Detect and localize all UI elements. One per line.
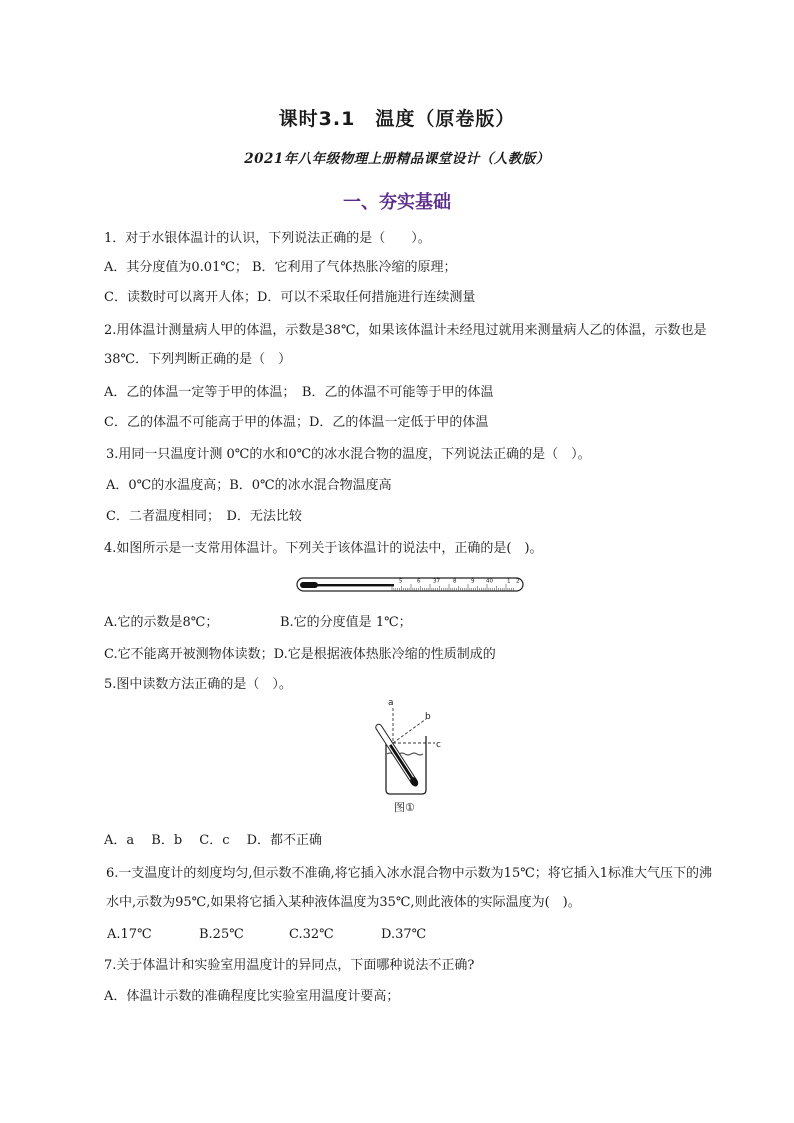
beaker-reading-figure <box>364 694 464 818</box>
q3-stem: 3.用同一只温度计测 0℃的水和0℃的冰水混合物的温度，下列说法正确的是（ ）。 <box>106 447 591 462</box>
scale-label-2: 2 <box>516 578 520 585</box>
q6-option-b: B.25℃ <box>199 927 244 942</box>
q6-option-c: C.32℃ <box>289 927 334 942</box>
scale-label-5: 5 <box>399 578 403 585</box>
q1-options-ab: A．其分度值为0.01℃； B．它利用了气体热胀冷缩的原理； <box>104 260 457 275</box>
q5-stem: 5.图中读数方法正确的是（ ）。 <box>104 677 292 692</box>
sight-line-b <box>393 719 426 743</box>
mercury-column <box>316 584 394 586</box>
label-a: a <box>388 698 394 708</box>
q1-stem: 1．对于水银体温计的认识，下列说法正确的是（ ）。 <box>104 231 431 246</box>
section-heading: 一、夯实基础 <box>343 192 451 213</box>
q2-options-ab: A．乙的体温一定等于甲的体温； B．乙的体温不可能等于甲的体温 <box>104 385 494 400</box>
beaker-thermometer <box>374 723 420 788</box>
label-b: b <box>425 712 431 722</box>
q3-options-cd: C．二者温度相同； D．无法比较 <box>106 509 302 524</box>
thermometer-bulb <box>300 582 318 588</box>
q5-options: A．a B．b C．c D．都不正确 <box>104 833 323 848</box>
q3-options-ab: A．0℃的水温度高；B．0℃的冰水混合物温度高 <box>106 478 392 493</box>
page-subtitle: 2021年八年级物理上册精品课堂设计（人教版） <box>244 151 550 167</box>
q6-stem: 6.一支温度计的刻度均匀,但示数不准确,将它插入冰水混合物中示数为15℃；将它插入1标准大气压下的沸水中,示数为95℃,如果将它插入某种液体温度为35℃,则此液体的实际温度为( )。 <box>106 866 713 910</box>
thermometer-figure <box>296 572 528 598</box>
q4-stem: 4.如图所示是一支常用体温计。下列关于该体温计的说法中，正确的是( )。 <box>104 541 543 556</box>
scale-label-1: 1 <box>507 578 511 585</box>
scale-label-8: 8 <box>453 578 457 585</box>
q4-option-a: A.它的示数是8℃； <box>104 615 219 630</box>
q2-options-cd: C．乙的体温不可能高于甲的体温；D．乙的体温一定低于甲的体温 <box>104 415 489 430</box>
scale-label-6: 6 <box>417 578 421 585</box>
scale-label-37: 37 <box>433 578 440 585</box>
scale-label-40: 40 <box>486 578 493 585</box>
q2-stem: 2.用体温计测量病人甲的体温，示数是38℃，如果该体温计未经甩过就用来测量病人乙的体温，示数也是38℃．下列判断正确的是（ ） <box>104 323 707 367</box>
scale-label-9: 9 <box>471 578 475 585</box>
q7-stem: 7.关于体温计和实验室用温度计的异同点，下面哪种说法不正确? <box>104 958 475 973</box>
q4-options-cd: C.它不能离开被测物体读数；D.它是根据液体热胀冷缩的性质制成的 <box>104 647 496 662</box>
q6-option-d: D.37℃ <box>381 927 427 942</box>
figure-caption: 图① <box>394 801 415 814</box>
q7-option-a: A．体温计示数的准确程度比实验室用温度计要高； <box>104 989 400 1004</box>
q1-options-cd: C．读数时可以离开人体；D．可以不采取任何措施进行连续测量 <box>104 290 476 305</box>
page-title: 课时3.1 温度（原卷版） <box>278 108 516 130</box>
q6-option-a: A.17℃ <box>107 927 152 942</box>
q4-option-b: B.它的分度值是 1℃； <box>280 615 412 630</box>
label-c: c <box>436 740 441 750</box>
